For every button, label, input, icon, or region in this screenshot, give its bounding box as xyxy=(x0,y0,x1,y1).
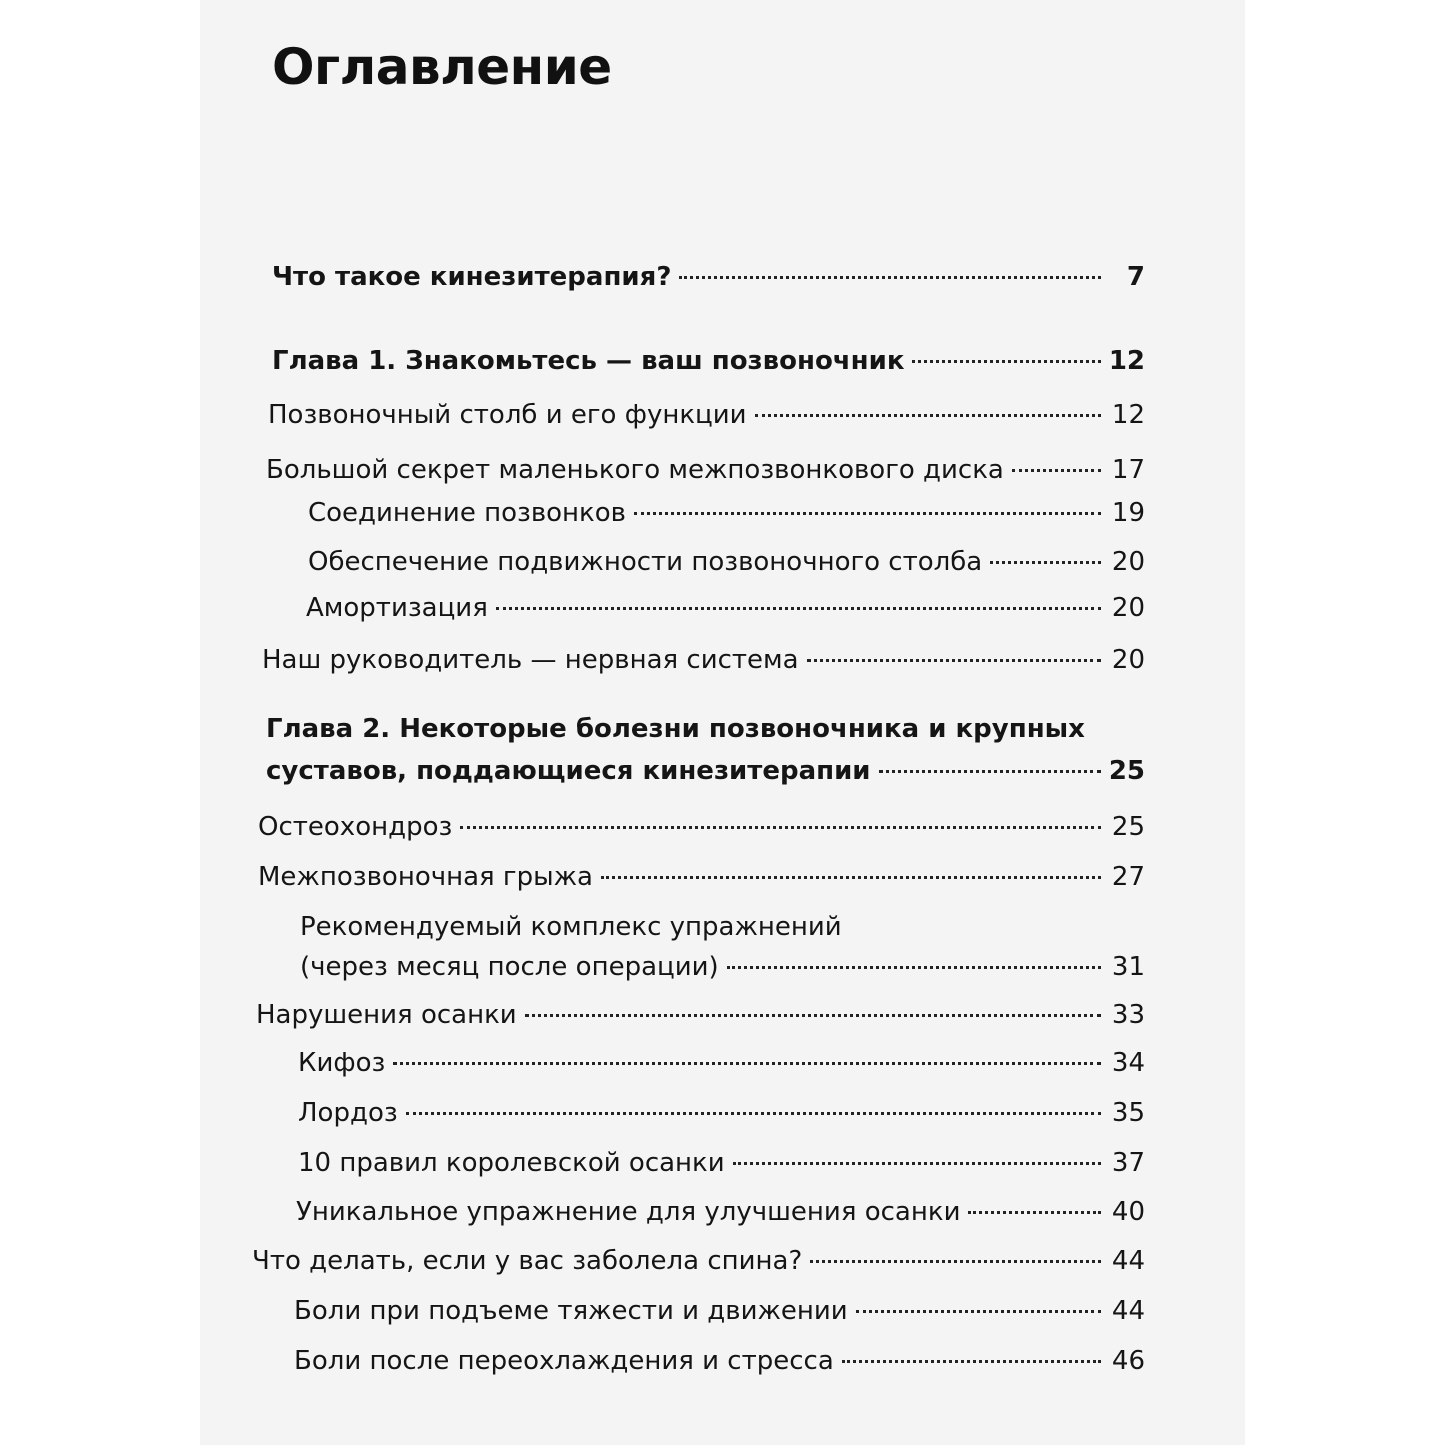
toc-entry-label-line2: суставов, поддающиеся кинезитерапии xyxy=(266,756,871,786)
toc-entry xyxy=(298,1048,1145,1078)
dot-leader xyxy=(1012,469,1101,472)
toc-entry xyxy=(258,862,1145,892)
toc-entry xyxy=(294,1296,1145,1326)
toc-entry xyxy=(256,1000,1145,1030)
dot-leader xyxy=(393,1062,1101,1065)
toc-entry xyxy=(306,593,1145,623)
toc-entry-page: 33 xyxy=(1111,1000,1145,1030)
toc-entry xyxy=(308,498,1145,528)
dot-leader xyxy=(807,659,1101,662)
toc-entry-label: Большой секрет маленького межпозвонкового диска xyxy=(266,455,1004,485)
dot-leader xyxy=(601,876,1101,879)
toc-entry-page: 35 xyxy=(1111,1098,1145,1128)
toc-entry-page: 17 xyxy=(1111,455,1145,485)
dot-leader xyxy=(842,1360,1101,1363)
toc-entry-label: Боли после переохлаждения и стресса xyxy=(294,1346,834,1376)
toc-entry-page: 46 xyxy=(1111,1346,1145,1376)
toc-entry-page: 19 xyxy=(1111,498,1145,528)
toc-entry xyxy=(262,645,1145,675)
toc-entry-label: Обеспечение подвижности позвоночного столба xyxy=(308,547,983,577)
toc-entry-page: 20 xyxy=(1111,547,1145,577)
dot-leader xyxy=(525,1014,1101,1017)
toc-entry xyxy=(252,1246,1145,1276)
toc-entry xyxy=(294,1346,1145,1376)
page-title: Оглавление xyxy=(272,38,612,96)
dot-leader xyxy=(856,1310,1101,1313)
toc-entry-label: Уникальное упражнение для улучшения осанки xyxy=(296,1197,961,1227)
toc-entry-page: 20 xyxy=(1111,645,1145,675)
toc-entry-page: 25 xyxy=(1108,756,1145,786)
toc-entry xyxy=(296,1197,1145,1227)
toc-entry-label-line1: Глава 2. Некоторые болезни позвоночника и крупных xyxy=(266,714,1085,744)
toc-entry-label: Наш руководитель — нервная система xyxy=(262,645,799,675)
toc-entry-page: 31 xyxy=(1111,952,1145,982)
toc-entry-label: Позвоночный столб и его функции xyxy=(268,400,747,430)
toc-entry-label: Глава 1. Знакомьтесь — ваш позвоночник xyxy=(272,346,905,376)
toc-entry-label: Что делать, если у вас заболела спина? xyxy=(252,1246,803,1276)
toc-entry-page: 12 xyxy=(1108,346,1145,376)
toc-entry-label: Кифоз xyxy=(298,1048,386,1078)
toc-entry xyxy=(308,547,1145,577)
toc-entry-page: 20 xyxy=(1111,593,1145,623)
toc-entry-label: Остеохондроз xyxy=(258,812,453,842)
toc-entry-page: 34 xyxy=(1111,1048,1145,1078)
toc-entry xyxy=(272,346,1145,376)
dot-leader xyxy=(733,1162,1101,1165)
toc-entry-label: Межпозвоночная грыжа xyxy=(258,862,593,892)
toc-entry-label-line2: (через месяц после операции) xyxy=(300,952,719,982)
dot-leader xyxy=(990,561,1101,564)
toc-entry-label: Лордоз xyxy=(298,1098,398,1128)
toc-entry xyxy=(298,1148,1145,1178)
toc-entry-label: Что такое кинезитерапия? xyxy=(272,262,672,292)
toc-entry xyxy=(298,1098,1145,1128)
toc-entry-page: 25 xyxy=(1111,812,1145,842)
toc-entry-page: 7 xyxy=(1126,262,1145,292)
toc-entry-label: Боли при подъеме тяжести и движении xyxy=(294,1296,848,1326)
toc-entry xyxy=(268,400,1145,430)
dot-leader xyxy=(727,966,1101,969)
dot-leader xyxy=(879,770,1101,773)
toc-entry-page: 44 xyxy=(1111,1296,1145,1326)
dot-leader xyxy=(679,276,1101,279)
toc-entry-label-line1: Рекомендуемый комплекс упражнений xyxy=(300,912,842,942)
toc-entry-page: 37 xyxy=(1111,1148,1145,1178)
dot-leader xyxy=(755,414,1101,417)
toc-entry-page: 40 xyxy=(1111,1197,1145,1227)
dot-leader xyxy=(406,1112,1101,1115)
dot-leader xyxy=(810,1260,1101,1263)
toc-entry xyxy=(272,262,1145,292)
book-page xyxy=(200,0,1245,1445)
toc-entry xyxy=(266,714,1145,786)
dot-leader xyxy=(634,512,1101,515)
toc-entry xyxy=(266,455,1145,485)
dot-leader xyxy=(496,607,1101,610)
toc-entry xyxy=(258,812,1145,842)
dot-leader xyxy=(912,360,1100,363)
dot-leader xyxy=(460,826,1101,829)
table-of-contents xyxy=(200,0,1245,1445)
toc-entry-page: 27 xyxy=(1111,862,1145,892)
toc-entry-page: 12 xyxy=(1111,400,1145,430)
dot-leader xyxy=(968,1211,1101,1214)
toc-entry xyxy=(300,912,1145,982)
toc-entry-label: Соединение позвонков xyxy=(308,498,626,528)
toc-entry-label: 10 правил королевской осанки xyxy=(298,1148,725,1178)
toc-entry-page: 44 xyxy=(1111,1246,1145,1276)
toc-entry-label: Нарушения осанки xyxy=(256,1000,517,1030)
toc-entry-label: Амортизация xyxy=(306,593,488,623)
page-margin xyxy=(1245,0,1445,1445)
